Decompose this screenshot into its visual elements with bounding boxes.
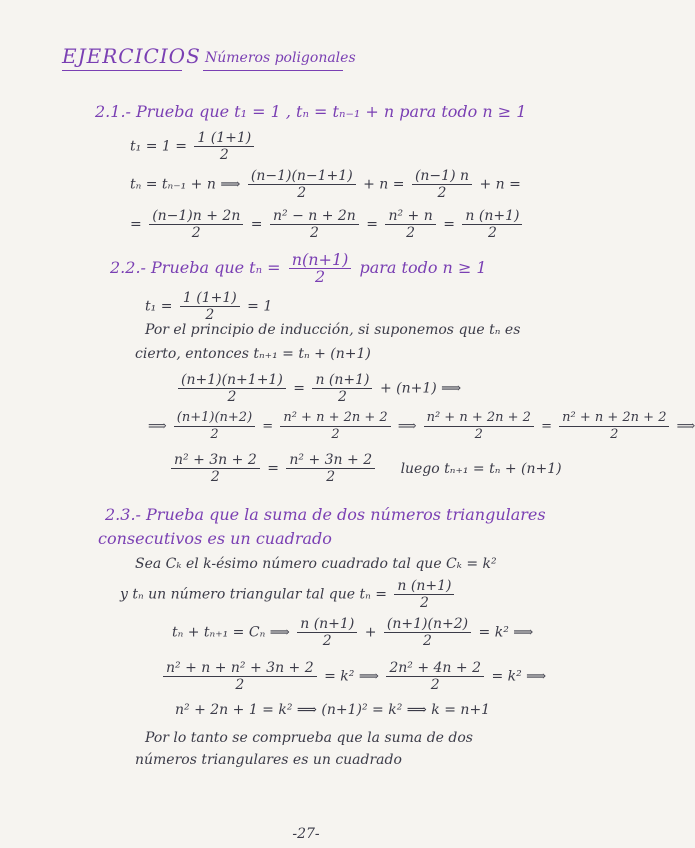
- ex3-line-5: n² + 2n + 1 = k² ⟹ (n+1)² = k² ⟹ k = n+1: [175, 702, 491, 718]
- page-title: EJERCICIOS: [62, 44, 201, 68]
- ex1-line-2: tₙ = tₙ₋₁ + n ⟹ $\frac{(n-1)(n-1+1)}{2}$ + n = $\frac{(n-1) n}{2}$ + n =: [130, 168, 521, 201]
- ex3-conclusion-1: Por lo tanto se comprueba que la suma de dos: [145, 730, 473, 746]
- ex2-line-6: $\frac{\text{n² + 3n + 2}}{2}$ = $\frac{\text{n² + 3n + 2}}{2}$ luego tₙ₊₁ = tₙ + (n+1): [168, 452, 562, 485]
- ex2-line-5: ⟹ $\frac{(n+1)(n+2)}{2}$ = $\frac{\text{n² + n + 2n + 2}}{2}$ ⟹ $\frac{\text{n² + n + 2n + 2}}{2}$ = $\frac{\text{n² + n + 2n + 2}}{2}$ ⟹: [148, 410, 695, 442]
- ex2-paragraph-1: Por el principio de inducción, si suponemos que tₙ es: [145, 322, 521, 338]
- ex3-line-4: $\frac{\text{n² + n + n² + 3n + 2}}{2}$ = k² ⟹ $\frac{\text{2n² + 4n + 2}}{2}$ = k² ⟹: [160, 660, 546, 693]
- title-underline: [62, 70, 182, 71]
- page-subtitle: Números poligonales: [205, 50, 356, 66]
- ex2-line-1: t₁ = $\frac{1 (1+1)}{2}$ = 1: [145, 290, 273, 323]
- page-number: -27-: [292, 826, 320, 842]
- ex1-line-1: t₁ = 1 = $\frac{1 (1+1)}{2}$: [130, 130, 257, 163]
- exercise-2-2-statement: 2.2.- Prueba que tₙ = $\frac{n(n+1)}{2}$ para todo n ≥ 1: [110, 250, 487, 286]
- ex2-paragraph-2: cierto, entonces tₙ₊₁ = tₙ + (n+1): [135, 346, 371, 362]
- ex3-line-3: tₙ + tₙ₊₁ = Cₙ ⟹ $\frac{n (n+1)}{2}$ + $\frac{(n+1)(n+2)}{2}$ = k² ⟹: [172, 616, 534, 649]
- ex1-line-3: = $\frac{(n-1)n + 2n}{2}$ = $\frac{\text{n² − n + 2n}}{2}$ = $\frac{\text{n² + n}}{2}$ = $\frac{n (n+1)}{2}$: [130, 208, 525, 241]
- ex3-paragraph-2: y tₙ un número triangular tal que tₙ = $\frac{n (n+1)}{2}$: [120, 578, 457, 611]
- subtitle-underline: [203, 70, 343, 71]
- ex3-paragraph-1: Sea Cₖ el k-ésimo número cuadrado tal que Cₖ = k²: [135, 556, 497, 572]
- ex2-line-4: $\frac{(n+1)(n+1+1)}{2}$ = $\frac{n (n+1)}{2}$ + (n+1) ⟹: [175, 372, 461, 405]
- exercise-2-3-statement-1: 2.3.- Prueba que la suma de dos números triangulares: [105, 505, 546, 524]
- ex3-conclusion-2: números triangulares es un cuadrado: [135, 752, 402, 768]
- exercise-2-1-statement: 2.1.- Prueba que t₁ = 1 , tₙ = tₙ₋₁ + n para todo n ≥ 1: [95, 102, 527, 121]
- exercise-2-3-statement-2: consecutivos es un cuadrado: [98, 529, 332, 548]
